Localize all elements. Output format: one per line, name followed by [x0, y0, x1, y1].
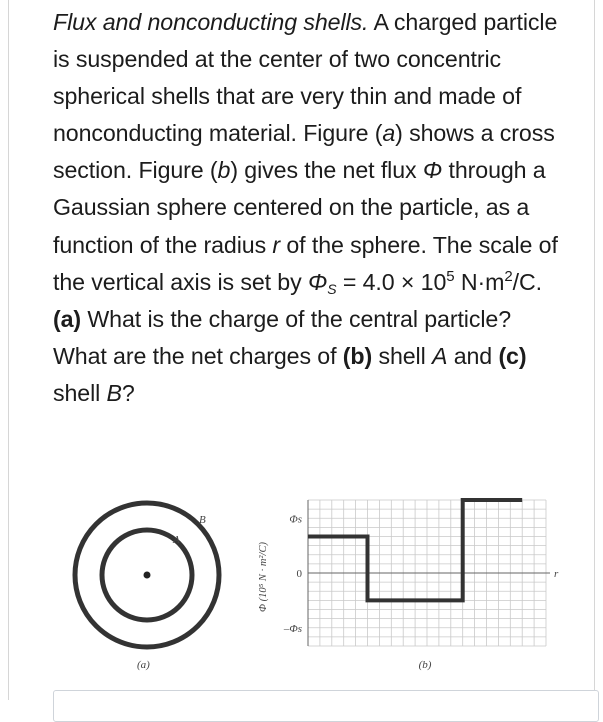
figure-ref-a: a	[382, 120, 396, 147]
y-axis-label: Φ (10⁵ N · m²/C)	[258, 542, 269, 612]
exponent: 2	[504, 267, 513, 285]
x-axis-label: r	[554, 568, 559, 580]
problem-sentence: N·m	[454, 268, 505, 295]
question-b-label: (b)	[342, 342, 373, 369]
question-c-label: (c)	[498, 342, 527, 369]
caption-b: (b)	[418, 659, 432, 671]
problem-sentence: ) gives the net flux	[230, 157, 423, 184]
problem-sentence: = 4.0 × 10	[336, 268, 447, 295]
answer-box[interactable]	[53, 690, 599, 722]
label-shell-a: A	[173, 534, 180, 546]
problem-sentence: and	[447, 342, 499, 369]
problem-sentence: /C.	[512, 268, 542, 295]
frame-left-border	[8, 0, 9, 700]
figure-ref-b: b	[217, 157, 231, 184]
shell-b-name: B	[106, 379, 122, 406]
exponent: 5	[446, 267, 455, 285]
figure-a-shells	[55, 495, 240, 675]
caption-a: (a)	[137, 659, 150, 671]
question-c-text: shell	[53, 379, 107, 406]
problem-sentence: ) shows a cross section. Figure (	[53, 120, 555, 184]
question-b-text: shell	[372, 342, 432, 369]
problem-title: Flux and nonconducting shells.	[53, 9, 369, 35]
problem-sentence: through a Gaussian sphere centered on the particle, as a function of the radius	[53, 157, 546, 258]
central-particle	[144, 572, 151, 579]
problem-text	[53, 4, 563, 412]
problem-sentence: ?	[121, 379, 135, 406]
phi-symbol: Φ	[422, 157, 443, 184]
phi-s-subscript: S	[327, 280, 337, 297]
ytick-label-top: Φs	[289, 513, 302, 526]
phi-s-symbol: Φ	[307, 268, 328, 295]
ytick-label-bottom: –Φs	[283, 622, 302, 635]
frame-right-border	[594, 0, 595, 700]
radius-variable: r	[272, 231, 281, 258]
shell-a-name: A	[431, 342, 448, 369]
ytick-label-zero: 0	[296, 568, 302, 580]
question-a-text: What is the charge of the central particle? What are the net charges of	[53, 305, 511, 369]
figure-b-flux-plot	[240, 478, 560, 678]
question-a-label: (a)	[53, 305, 82, 332]
problem-sentence: of the sphere. The scale of the vertical axis is set by	[53, 231, 558, 295]
label-shell-b: B	[199, 514, 206, 526]
problem-sentence: A charged particle is suspended at the center of two concentric spherical shells that are very thin and made of nonconducting material. Figure (	[53, 9, 558, 147]
